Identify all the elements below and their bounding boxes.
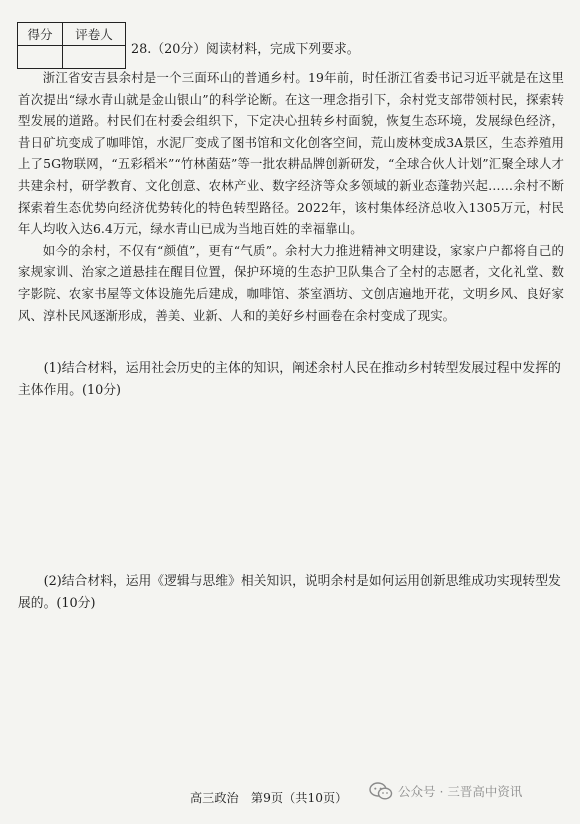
material-paragraph-1: 浙江省安吉县余村是一个三面环山的普通乡村。19年前，时任浙江省委书记习近平就是在这里首次提出“绿水青山就是金山银山”的科学论断。在这一理念指引下，余村党支部带领村民，探索转型发展的道路。村民们在村委会组织下，下定决心扭转乡村面貌，恢复生态环境，发展绿色经济，昔日矿坑变成了咖啡馆，水泥厂变成了图书馆和文化创客空间，荒山废林变成3A景区，生态养殖用上了5G物联网，“五彩稻米”“竹林菌菇”等一批农耕品牌创新研发，“全球合伙人计划”汇聚全球人才共建余村，研学教育、文化创意、农林产业、数字经济等众多领域的新业态蓬勃兴起……余村不断探索着生态优势向经济优势转化的特色转型路径。2022年，该村集体经济总收入1305万元，村民年人均收入达6.4万元，绿水青山已成为当地百姓的幸福靠山。 [18, 70, 564, 237]
watermark-text: 公众号 · 三晋高中资讯 [398, 784, 523, 799]
sub-question-2: (2)结合材料，运用《逻辑与思维》相关知识，说明余村是如何运用创新思维成功实现转型发展的。(10分) [18, 574, 561, 611]
grader-label: 评卷人 [63, 23, 126, 46]
score-cell [18, 46, 63, 69]
material-paragraph-2: 如今的余村，不仅有“颜值”，更有“气质”。余村大力推进精神文明建设，家家户户都将自己的家规家训、治家之道悬挂在醒目位置，保护环境的生态护卫队集合了全村的志愿者，文化礼堂、数字影院、农家书屋等文体设施先后建成，咖啡馆、茶室酒坊、文创店遍地开花，文明乡风、良好家风、淳朴民风逐渐形成，善美、业新、人和的美好乡村画卷在余村变成了现实。 [18, 242, 564, 323]
question-header: 28.（20分）阅读材料，完成下列要求。 [131, 42, 360, 57]
score-box [17, 22, 126, 69]
reading-material [18, 67, 564, 326]
score-label: 得分 [18, 23, 63, 46]
page-footer: 高三政治 第9页（共10页） [190, 791, 348, 805]
grader-cell [63, 46, 126, 69]
watermark [369, 782, 522, 800]
wechat-icon [369, 782, 393, 800]
sub-question-1: (1)结合材料，运用社会历史的主体的知识，阐述余村人民在推动乡村转型发展过程中发挥的主体作用。(10分) [18, 361, 561, 398]
